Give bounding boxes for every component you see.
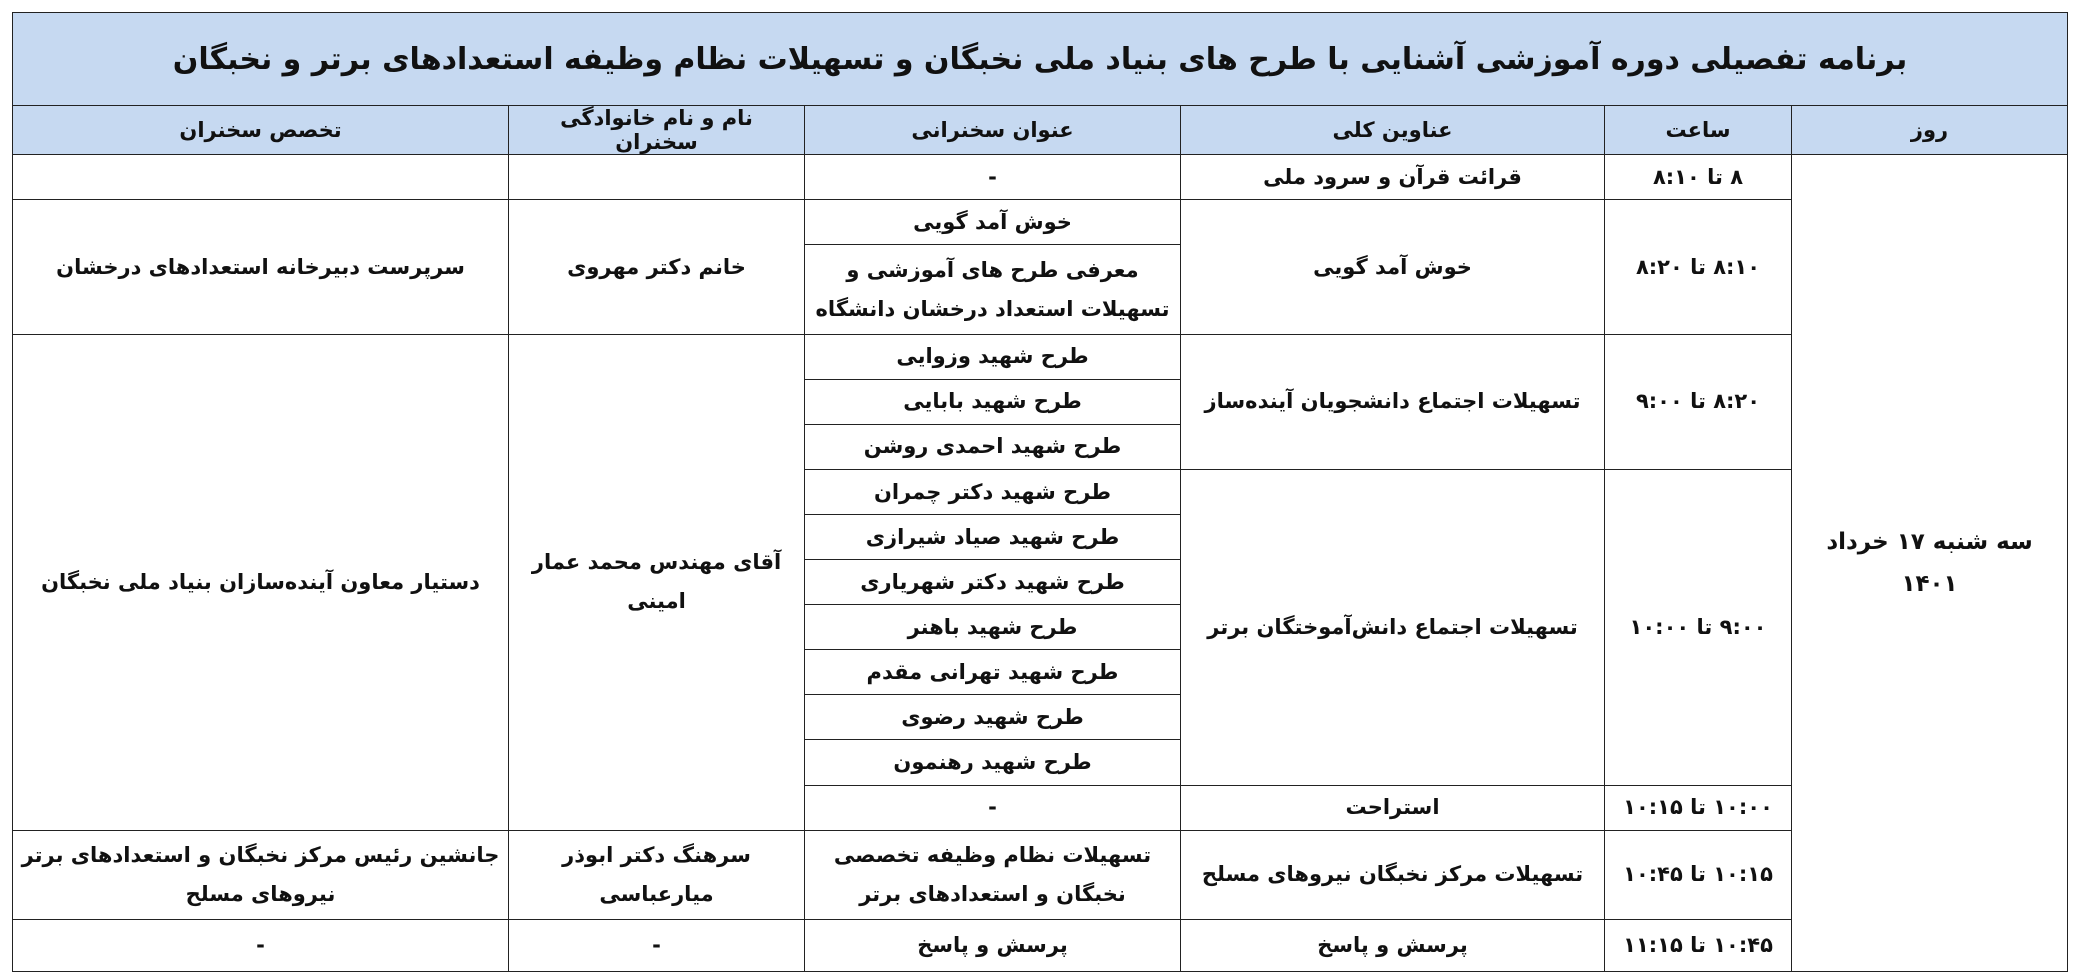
lecture-cell: خوش آمد گویی xyxy=(805,200,1181,245)
specialty-cell xyxy=(13,155,509,200)
day-cell: سه شنبه ۱۷ خرداد ۱۴۰۱ xyxy=(1792,155,2068,972)
lecture-cell: - xyxy=(805,785,1181,830)
page-title: برنامه تفصیلی دوره آموزشی آشنایی با طرح های بنیاد ملی نخبگان و تسهیلات نظام وظیفه استعدادهای برتر و نخبگان xyxy=(13,13,2068,106)
speaker-cell: سرهنگ دکتر ابوذر میارعباسی xyxy=(509,830,805,919)
lecture-cell: پرسش و پاسخ xyxy=(805,919,1181,971)
lecture-cell: طرح شهید تهرانی مقدم xyxy=(805,650,1181,695)
time-cell: ۸:۲۰ تا ۹:۰۰ xyxy=(1605,334,1792,469)
topic-cell: قرائت قرآن و سرود ملی xyxy=(1181,155,1605,200)
time-cell: ۱۰:۰۰ تا ۱۰:۱۵ xyxy=(1605,785,1792,830)
lecture-cell: طرح شهید وزوایی xyxy=(805,334,1181,379)
time-cell: ۹:۰۰ تا ۱۰:۰۰ xyxy=(1605,469,1792,785)
header-lecture: عنوان سخنرانی xyxy=(805,106,1181,155)
header-specialty: تخصص سخنران xyxy=(13,106,509,155)
time-cell: ۱۰:۱۵ تا ۱۰:۴۵ xyxy=(1605,830,1792,919)
lecture-cell: معرفی طرح های آموزشی و تسهیلات استعداد درخشان دانشگاه xyxy=(805,245,1181,334)
lecture-cell: طرح شهید باهنر xyxy=(805,605,1181,650)
header-time: ساعت xyxy=(1605,106,1792,155)
topic-cell: تسهیلات اجتماع دانش‌آموختگان برتر xyxy=(1181,469,1605,785)
topic-cell: خوش آمد گویی xyxy=(1181,200,1605,334)
lecture-cell: طرح شهید بابایی xyxy=(805,379,1181,424)
lecture-cell: طرح شهید دکتر شهریاری xyxy=(805,560,1181,605)
header-topic: عناوین کلی xyxy=(1181,106,1605,155)
specialty-cell: - xyxy=(13,919,509,971)
header-speaker: نام و نام خانوادگی سخنران xyxy=(509,106,805,155)
speaker-cell: - xyxy=(509,919,805,971)
header-day: روز xyxy=(1792,106,2068,155)
lecture-cell: تسهیلات نظام وظیفه تخصصی نخبگان و استعدادهای برتر xyxy=(805,830,1181,919)
specialty-cell: جانشین رئیس مرکز نخبگان و استعدادهای برتر نیروهای مسلح xyxy=(13,830,509,919)
time-cell: ۸ تا ۸:۱۰ xyxy=(1605,155,1792,200)
topic-cell: تسهیلات اجتماع دانشجویان آینده‌ساز xyxy=(1181,334,1605,469)
specialty-cell: سرپرست دبیرخانه استعدادهای درخشان xyxy=(13,200,509,334)
lecture-cell: طرح شهید دکتر چمران xyxy=(805,469,1181,514)
speaker-cell xyxy=(509,155,805,200)
lecture-cell: طرح شهید صیاد شیرازی xyxy=(805,515,1181,560)
time-cell: ۸:۱۰ تا ۸:۲۰ xyxy=(1605,200,1792,334)
topic-cell: استراحت xyxy=(1181,785,1605,830)
speaker-cell: خانم دکتر مهروی xyxy=(509,200,805,334)
lecture-cell: - xyxy=(805,155,1181,200)
topic-cell: پرسش و پاسخ xyxy=(1181,919,1605,971)
speaker-cell: آقای مهندس محمد عمار امینی xyxy=(509,334,805,830)
specialty-cell: دستیار معاون آینده‌سازان بنیاد ملی نخبگان xyxy=(13,334,509,830)
lecture-cell: طرح شهید رضوی xyxy=(805,695,1181,740)
lecture-cell: طرح شهید احمدی روشن xyxy=(805,424,1181,469)
lecture-cell: طرح شهید رهنمون xyxy=(805,740,1181,785)
time-cell: ۱۰:۴۵ تا ۱۱:۱۵ xyxy=(1605,919,1792,971)
topic-cell: تسهیلات مرکز نخبگان نیروهای مسلح xyxy=(1181,830,1605,919)
program-table xyxy=(12,12,2068,972)
